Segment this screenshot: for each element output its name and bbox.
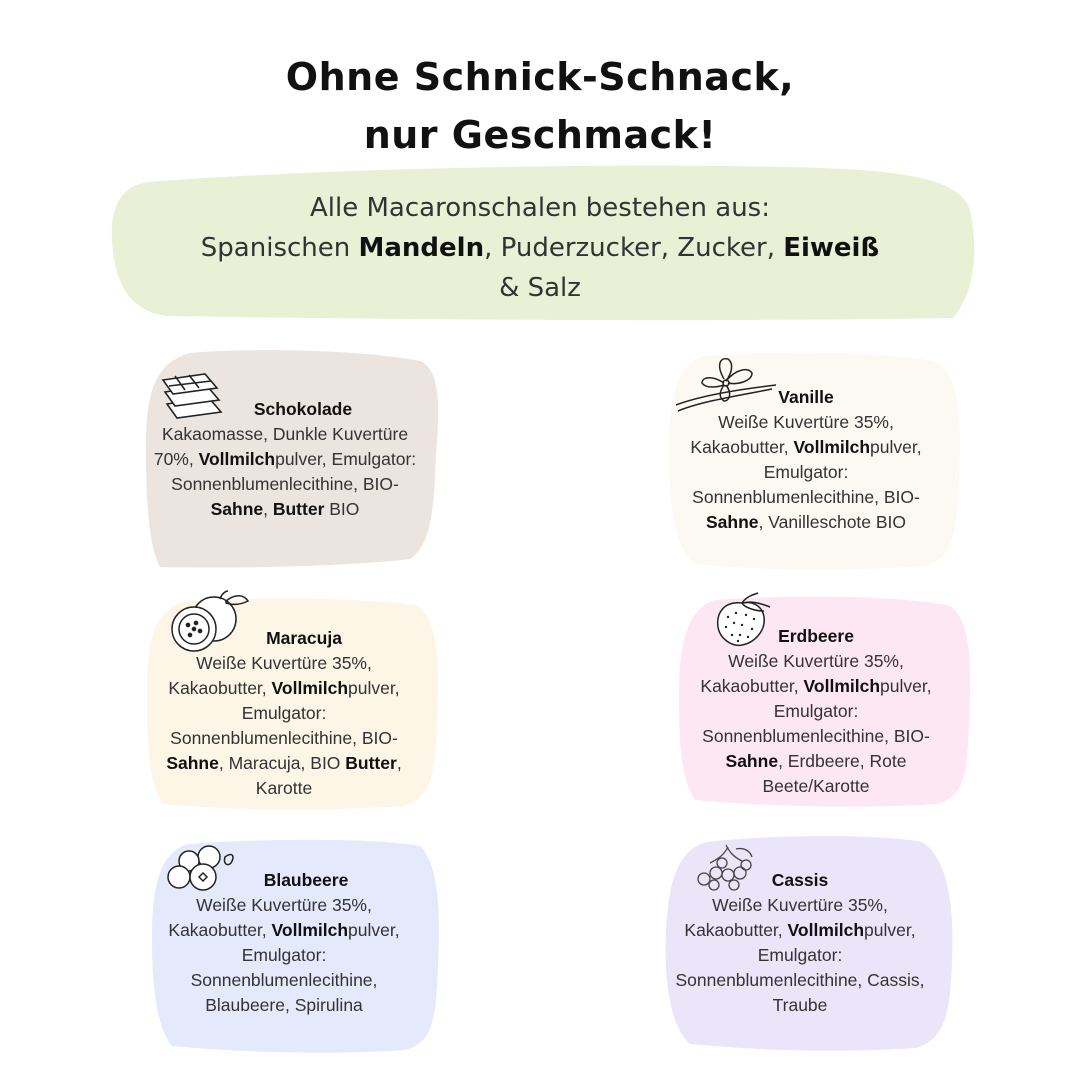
card-line: Blaubeere, Spirulina [205,995,363,1015]
card-line: Sonnenblumenlecithine, [190,970,378,990]
card-line: Sonnenblumenlecithine, Cassis, [675,970,925,990]
card-line: Sonnenblumenlecithine, BIO- [692,487,920,507]
card-line [150,918,418,943]
card-bold: Sahne [166,753,219,773]
card-text: BIO [324,499,360,519]
card-text: , Maracuja, BIO [218,753,346,773]
card-bold: Vollmilch [803,676,881,696]
card-line [668,918,932,943]
card-text: pulver, [348,920,400,940]
title-line-1: Ohne Schnick-Schnack, [285,55,795,99]
card-bold: Vollmilch [198,449,276,469]
card-title: Erdbeere [778,626,854,646]
card-text: Kakaobutter, [700,676,804,696]
card-blaubeere [150,868,418,1018]
card-line [150,676,418,701]
card-line: Sonnenblumenlecithine, BIO- [171,474,399,494]
card-bold: Sahne [210,499,264,519]
card-text: Kakaobutter, [168,920,272,940]
card-line: Weiße Kuvertüre 35%, [718,412,894,432]
page-title [0,48,1080,164]
card-text: Kakaobutter, [168,678,272,698]
card-title: Schokolade [253,399,353,419]
card-line [150,751,418,776]
title-line-2: nur Geschmack! [363,113,717,157]
ingredients-banner [140,188,940,308]
card-text: pulver, [864,920,916,940]
card-text: , [263,499,273,519]
banner-text: , Puderzucker, Zucker, [484,233,784,263]
card-line: Kakaomasse, Dunkle Kuvertüre [161,424,409,444]
card-line [682,674,950,699]
card-line: Traube [772,995,828,1015]
banner-bold-almonds: Mandeln [358,233,485,263]
card-bold: Butter [272,499,325,519]
card-line: Weiße Kuvertüre 35%, [728,651,904,671]
banner-line-2 [140,228,940,268]
card-line: Emulgator: [241,703,327,723]
card-schokolade [140,397,430,522]
banner-bold-eggwhite: Eiweiß [783,233,880,263]
card-text: pulver, [880,676,932,696]
card-line: Emulgator: [757,945,843,965]
card-title: Blaubeere [263,870,349,890]
card-text: , Erdbeere, Rote [778,751,907,771]
card-line: Emulgator: [763,462,849,482]
card-bold: Vollmilch [271,920,349,940]
banner-text: Spanischen [200,233,359,263]
card-line: Emulgator: [773,701,859,721]
card-line: Emulgator: [241,945,327,965]
card-text: pulver, [348,678,400,698]
card-line: Karotte [255,778,313,798]
card-line: Weiße Kuvertüre 35%, [196,895,372,915]
card-bold: Vollmilch [787,920,865,940]
card-bold: Butter [345,753,397,773]
card-line: Sonnenblumenlecithine, BIO- [170,728,398,748]
card-title: Cassis [771,870,829,890]
card-line [672,510,940,535]
card-maracuja [150,626,418,801]
card-text: , Vanilleschote BIO [758,512,907,532]
banner-line-1: Alle Macaronschalen bestehen aus: [310,193,770,223]
card-line: Beete/Karotte [762,776,870,796]
card-line [140,497,430,522]
card-bold: Sahne [725,751,779,771]
card-title: Maracuja [266,628,342,648]
card-line [672,435,940,460]
card-line [682,749,950,774]
card-bold: Sahne [705,512,759,532]
card-bold: Vollmilch [271,678,349,698]
card-vanille [672,385,940,535]
card-text: Kakaobutter, [684,920,788,940]
card-text: pulver, [870,437,922,457]
banner-line-3: & Salz [499,273,581,303]
card-title: Vanille [778,387,834,407]
card-line: Weiße Kuvertüre 35%, [712,895,888,915]
card-line [140,447,430,472]
card-bold: Vollmilch [793,437,871,457]
card-text: 70%, [153,449,199,469]
card-text: pulver, Emulgator: [275,449,417,469]
card-text: Kakaobutter, [690,437,794,457]
card-text: , [396,753,402,773]
card-erdbeere [682,624,950,799]
card-cassis [668,868,932,1018]
card-line: Sonnenblumenlecithine, BIO- [702,726,930,746]
card-line: Weiße Kuvertüre 35%, [196,653,372,673]
